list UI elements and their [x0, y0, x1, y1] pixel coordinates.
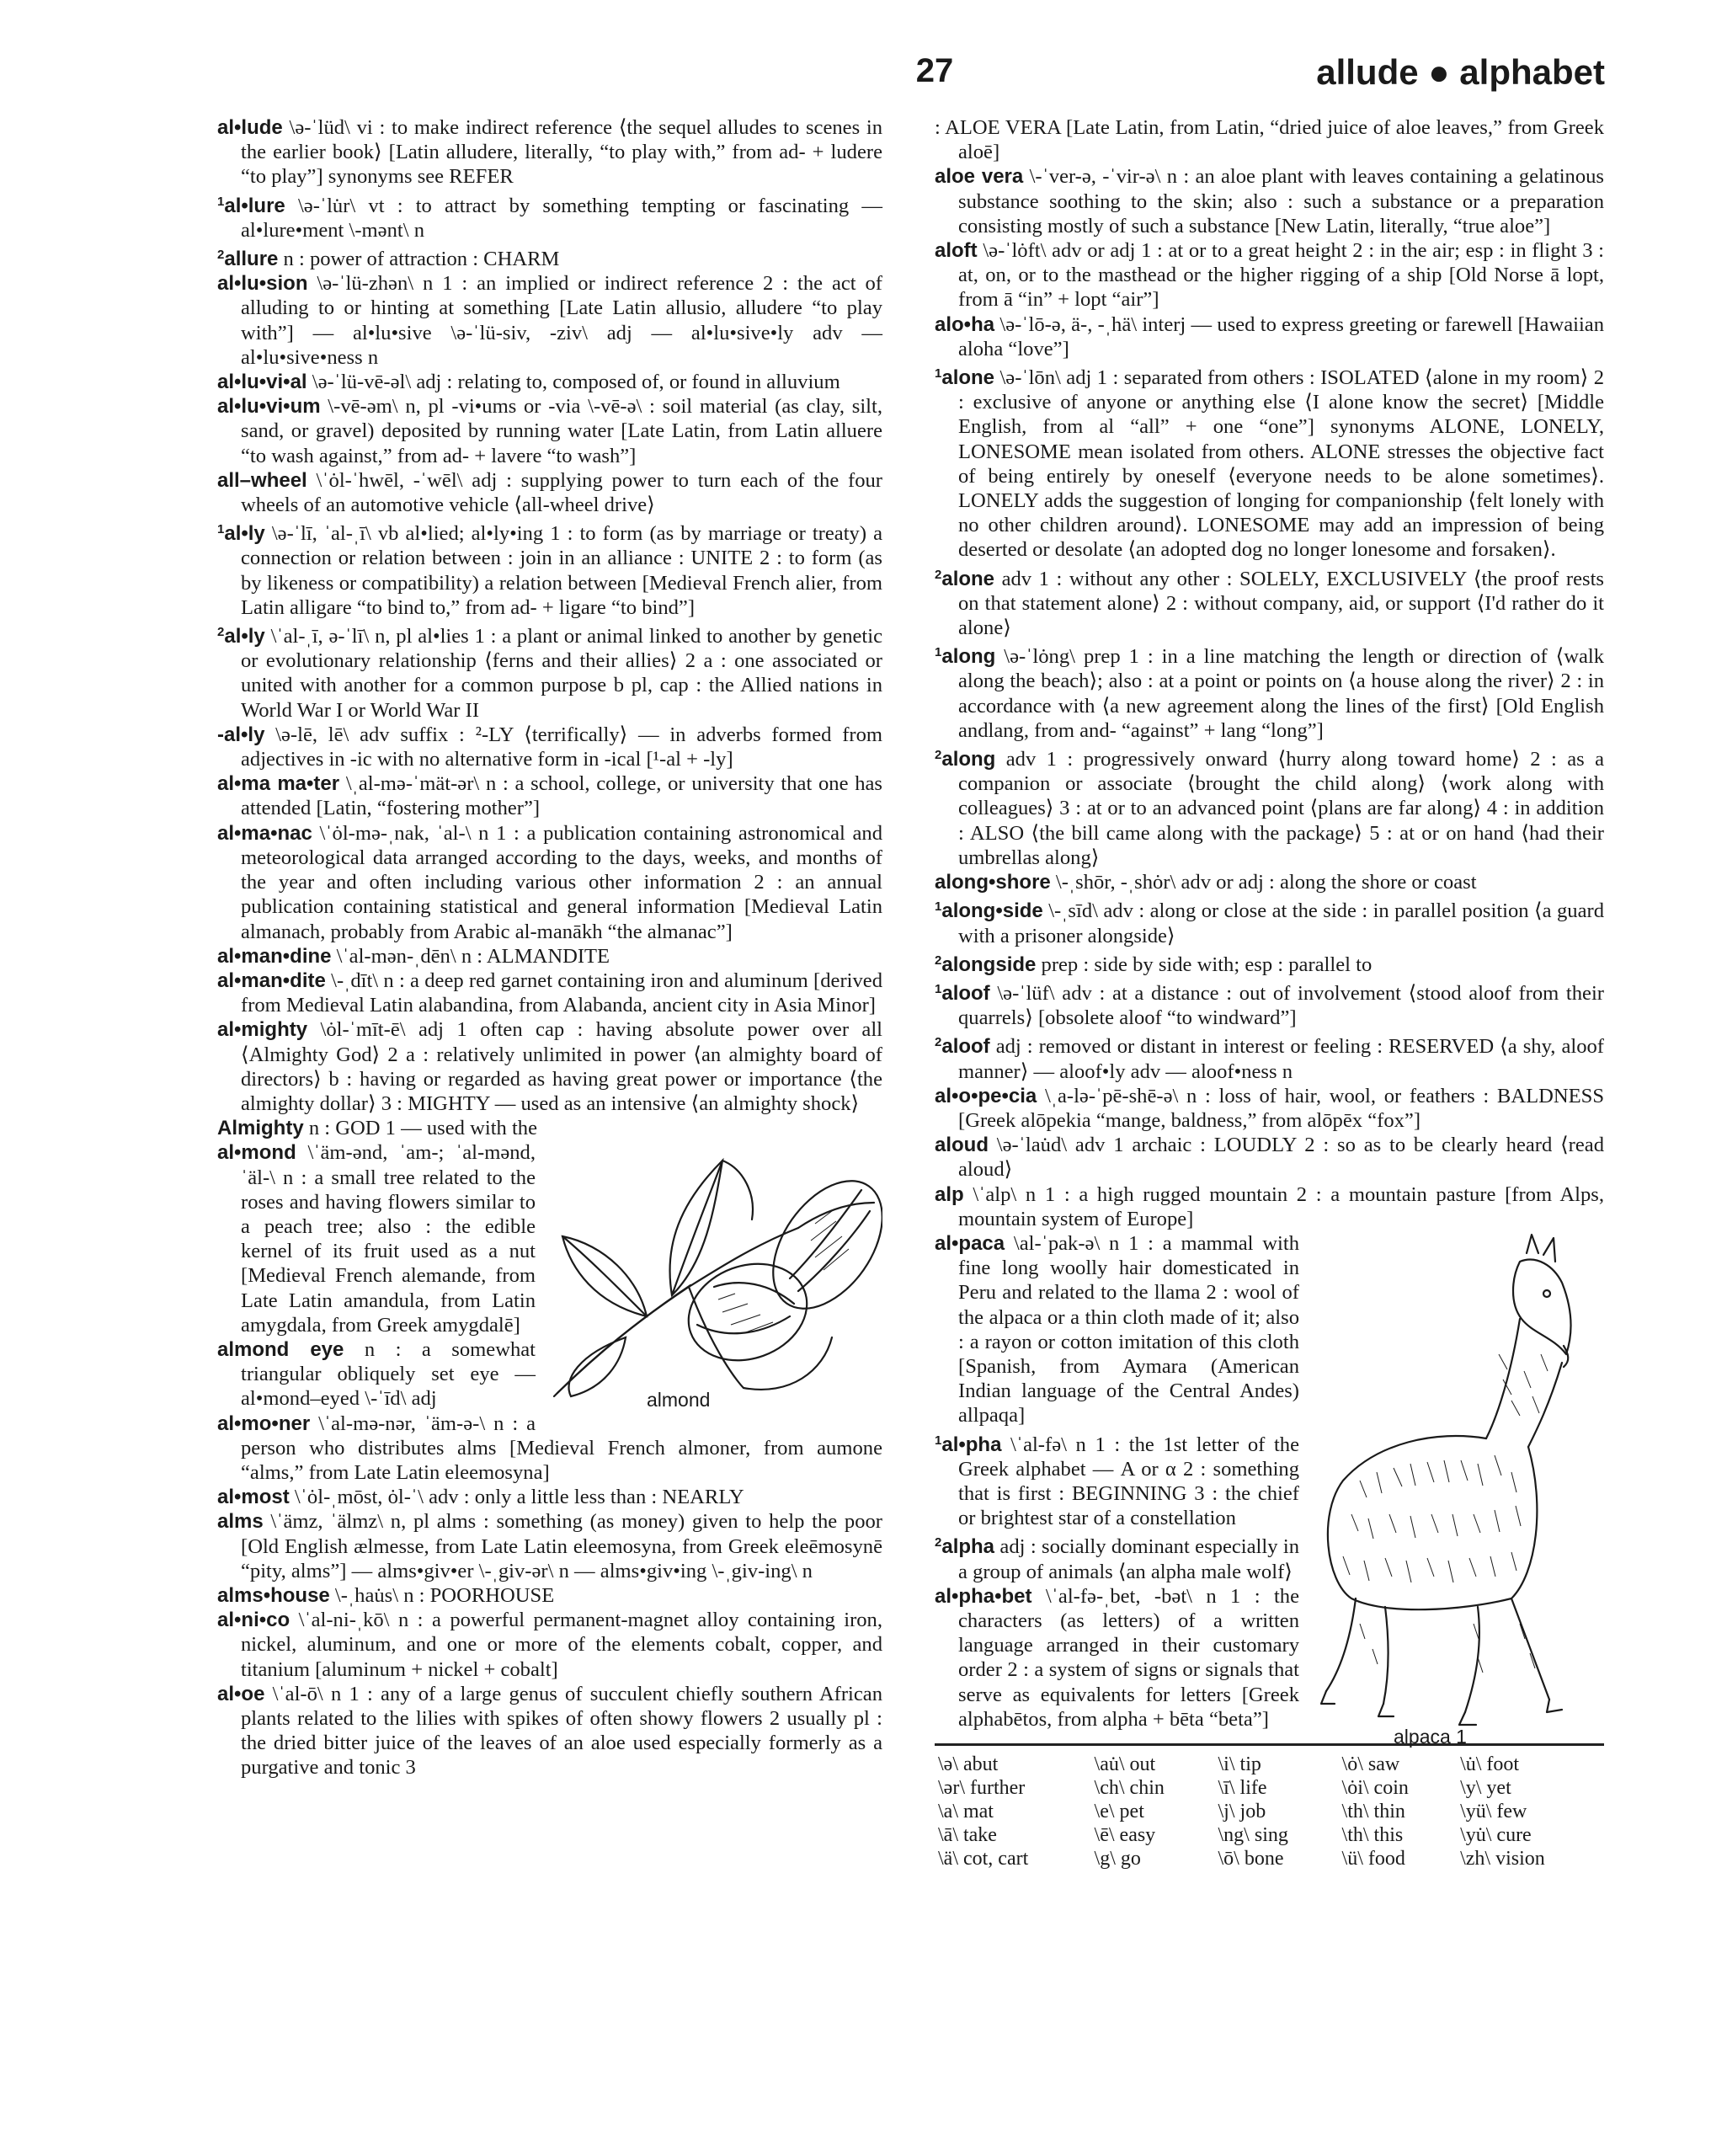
pronunciation-symbol: \g\ go: [1094, 1848, 1141, 1870]
homograph-number: 2: [935, 748, 942, 763]
alpaca-drawing: [1309, 1228, 1604, 1733]
headword: alms: [217, 1510, 264, 1534]
dictionary-entry: [217, 1017, 882, 1116]
pronunciation-row: [935, 1753, 1604, 1776]
definition-text: \ə-ˈlȯng\ prep 1 : in a line matching the length or direction of ⟨walk along the beach⟩; also : at a point or points on ⟨a house along the river⟩ 2 : in accordance with ⟨a new agreement along the lines of the first⟩ [Old English andlang, from and- “against” + lang “long”]: [958, 645, 1604, 742]
definition-text: \ə-ˈlü-vē-əl\ adj : relating to, composed of, or found in alluvium: [306, 371, 840, 394]
headword: aloof: [941, 981, 990, 1005]
headword: al•lude: [217, 116, 283, 139]
pronunciation-symbol: \ȯi\ coin: [1341, 1777, 1409, 1799]
definition-text: \ə-ˈlüf\ adv : at a distance : out of involvement ⟨stood aloof from their quarrels⟩ [obsolete aloof “to windward”]: [958, 981, 1604, 1030]
dictionary-entry: [217, 1116, 882, 1140]
pronunciation-symbol: \e\ pet: [1094, 1801, 1144, 1822]
headword: alone: [941, 567, 995, 590]
definition-text: \ə-ˈlau̇d\ adv 1 archaic : LOUDLY 2 : so as to be clearly heard ⟨read aloud⟩: [958, 1134, 1604, 1182]
definition-text: \ˈalp\ n 1 : a high rugged mountain 2 : a mountain pasture [from Alps, mountain system of Europe]: [958, 1182, 1604, 1230]
dictionary-entry: [935, 312, 1604, 361]
headword: al•lu•vi•um: [217, 395, 321, 419]
homograph-number: 2: [935, 567, 942, 582]
headword: aloud: [935, 1134, 989, 1157]
headword: al•paca: [935, 1231, 1005, 1255]
homograph-number: 1: [217, 522, 225, 537]
dictionary-entry: [217, 1412, 882, 1486]
dictionary-entry: [935, 238, 1604, 312]
headword: all–wheel: [217, 468, 307, 492]
pronunciation-symbol: \yü\ few: [1460, 1801, 1527, 1822]
definition-text: \ˈal-ˌī, ə-ˈlī\ n, pl al•lies 1 : a plant or animal linked to another by genetic or evolutionary relationship ⟨ferns and their allies⟩ 2 a : one associated or united with another for a common purpose b pl, cap : the Allied nations in World War I or World War II: [241, 625, 882, 722]
guide-words: allude ● alphabet: [1316, 52, 1605, 92]
headword: al•pha•bet: [935, 1584, 1032, 1608]
dictionary-entry: [217, 1583, 882, 1608]
headword: aloft: [935, 239, 978, 263]
homograph-number: 1: [217, 194, 225, 209]
pronunciation-symbol: \ī\ life: [1218, 1777, 1267, 1799]
dictionary-entry: [217, 370, 882, 394]
pronunciation-symbol: \th\ this: [1341, 1824, 1404, 1846]
pronunciation-symbol: \a\ mat: [938, 1801, 994, 1822]
pronunciation-row: [935, 1847, 1604, 1870]
almond-drawing: [546, 1144, 882, 1413]
headword: al•lu•sion: [217, 272, 308, 296]
almond-illustration: [546, 1144, 882, 1413]
pronunciation-row: [935, 1823, 1604, 1847]
definition-text: \ˌal-mə-ˈmät-ər\ n : a school, college, or university that one has attended [Latin, “fostering mother”]: [241, 772, 883, 820]
dictionary-entry: [935, 1030, 1604, 1083]
alpaca-illustration: [1309, 1228, 1604, 1748]
definition-text: \ə-lē, lē\ adv suffix : ²-LY ⟨terrifically⟩ — in adverbs formed from adjectives in -ic with no alternative form in -ical [¹-al + -ly]: [241, 723, 882, 771]
dictionary-entry: [217, 969, 882, 1017]
definition-text: \ˈäm-ənd, ˈam-; ˈal-mənd, ˈäl-\ n : a small tree related to the roses and having flowers similar to a peach tree; also : the edible kernel of its fruit used as a nut [Medieval French alemande, from Late Latin amandula, from Latin amygdala, from Greek amygdalē]: [241, 1141, 536, 1337]
dictionary-entry: [935, 164, 1604, 238]
definition-text: n : power of attraction : CHARM: [278, 248, 560, 271]
headword: al•ma ma•ter: [217, 772, 340, 796]
headword: al•oe: [217, 1682, 265, 1705]
definition-text: \ˈal-ō\ n 1 : any of a large genus of succulent chiefly southern African plants related to the lilies with spikes of often showy flowers 2 usually pl : the dried bitter juice of the leaves of an aloe used especially formerly as a purgative and tonic 3: [241, 1682, 882, 1780]
headword: alo•ha: [935, 312, 995, 336]
dictionary-entry: [935, 894, 1604, 947]
headword: al•ly: [224, 625, 265, 648]
dictionary-entry: [935, 870, 1604, 894]
dictionary-entry: [217, 517, 882, 620]
headword: al•mighty: [217, 1018, 308, 1042]
homograph-number: 2: [935, 1035, 942, 1050]
definition-text: \ˈal-mən-ˌdēn\ n : ALMANDITE: [331, 944, 610, 968]
dictionary-entry: [217, 468, 882, 517]
pronunciation-symbol: \ch\ chin: [1094, 1777, 1165, 1799]
almond-caption: almond: [647, 1389, 711, 1412]
dictionary-entry: [935, 1084, 1604, 1133]
dictionary-entry: [935, 115, 1604, 164]
definition-text: \ˈal-fə\ n 1 : the 1st letter of the Greek alphabet — Α or α 2 : something that is first : BEGINNING 3 : the chief or brightest star of a constellation: [958, 1433, 1299, 1530]
headword: along•side: [941, 899, 1043, 923]
definition-text: n : GOD 1 — used with the: [303, 1117, 538, 1140]
headword: aloof: [941, 1035, 990, 1059]
definition-text: \ˈal-fə-ˌbet, -bət\ n 1 : the characters (as letters) of a written language arranged in their customary order 2 : a system of signs or signals that serve as equivalents for letters [Greek alphabētos, from alpha + bēta “beta”]: [958, 1584, 1299, 1731]
dictionary-entry: [935, 361, 1604, 563]
homograph-number: 2: [217, 625, 225, 640]
homograph-number: 1: [935, 1433, 942, 1448]
dictionary-entry: [217, 620, 882, 723]
definition-text: \-vē-əm\ n, pl -vi•ums or -via \-vē-ə\ : soil material (as clay, silt, sand, or gravel) deposited by running water [Late Latin, from Latin alluere “to wash against,” from ad- + lavere “to wash”]: [241, 395, 882, 467]
homograph-number: 1: [935, 981, 942, 996]
dictionary-entry: [217, 115, 882, 189]
definition-text: : ALOE VERA [Late Latin, from Latin, “dried juice of aloe leaves,” from Greek aloē]: [935, 116, 1604, 164]
pronunciation-symbol: \yu̇\ cure: [1460, 1824, 1532, 1846]
dictionary-entry: [217, 723, 882, 771]
dictionary-entry: [217, 1509, 882, 1583]
definition-text: \ˌa-lə-ˈpē-shē-ə\ n : loss of hair, wool, or feathers : BALDNESS [Greek alōpekia “mange, baldness,” from alōpēx “fox”]: [958, 1084, 1604, 1132]
headword: al•ly: [224, 522, 265, 546]
definition-text: \ə-ˈlī, ˈal-ˌī\ vb al•lied; al•ly•ing 1 : to form (as by marriage or treaty) a connection or relation between : join in an alliance : UNITE 2 : to form (as by likeness or compatibility) a relation between [Medieval French alier, from Latin alligare “to bind to,” from ad- + ligare “to bind”]: [241, 522, 882, 619]
headword: al•mond: [217, 1141, 296, 1165]
headword: al•man•dine: [217, 944, 332, 968]
headword: al•pha: [941, 1433, 1002, 1456]
dictionary-entry: [217, 271, 882, 370]
headword: along: [941, 748, 996, 771]
definition-text: prep : side by side with; esp : parallel to: [1036, 953, 1373, 976]
homograph-number: 2: [935, 1535, 942, 1550]
homograph-number: 1: [935, 366, 942, 382]
definition-text: adv 1 : progressively onward ⟨hurry along toward home⟩ 2 : as a companion or associate ⟨brought the child along⟩ ⟨work along with colleagues⟩ 3 : at or to an advanced point ⟨plans are far along⟩ 4 : in addition : ALSO ⟨the bill came along with the package⟩ 5 : at or on hand ⟨had their umbrellas along⟩: [958, 748, 1604, 869]
definition-text: \ˈal-mə-nər, ˈäm-ə-\ n : a person who distributes alms [Medieval French almoner, from aumone “alms,” from Late Latin eleemosyna]: [241, 1412, 882, 1484]
page-number: 27: [915, 52, 954, 89]
pronunciation-symbol: \au̇\ out: [1094, 1753, 1156, 1775]
pronunciation-symbol: \th\ thin: [1341, 1801, 1405, 1822]
headword: almond eye: [217, 1337, 344, 1361]
definition-text: \ə-ˈlü-zhən\ n 1 : an implied or indirect reference 2 : the act of alluding to or hinting at something [Late Latin allusio, alludere “to play with”] — al•lu•sive \ə-ˈlü-siv, -ziv\ adj — al•lu•sive•ly adv — al•lu•sive•ness n: [241, 272, 882, 369]
headword: alongside: [941, 953, 1037, 976]
dictionary-entry: [935, 1133, 1604, 1182]
dictionary-entry: [935, 977, 1604, 1030]
dictionary-entry: [217, 1608, 882, 1682]
pronunciation-symbol: \j\ job: [1218, 1801, 1266, 1822]
homograph-number: 1: [935, 899, 942, 915]
headword: aloe vera: [935, 165, 1024, 189]
definition-text: \ə-ˈlō-ə, ä-, -ˌhä\ interj — used to express greeting or farewell [Hawaiian aloha “love”]: [958, 312, 1604, 360]
dictionary-entry: [217, 243, 882, 271]
definition-text: \ȯl-ˈmīt-ē\ adj 1 often cap : having absolute power over all ⟨Almighty God⟩ 2 a : relatively unlimited in power ⟨an almighty board of directors⟩ b : having or regarded as having great power or importance ⟨the almighty dollar⟩ 3 : MIGHTY — used as an intensive ⟨an almighty shock⟩: [241, 1018, 882, 1115]
dictionary-entry: [217, 821, 882, 944]
right-column: [935, 115, 1604, 1870]
dictionary-entry: [217, 944, 882, 969]
headword: -al•ly: [217, 723, 265, 746]
headword: Almighty: [217, 1117, 304, 1140]
left-column: [217, 115, 882, 1780]
pronunciation-key: [935, 1743, 1604, 1870]
pronunciation-symbol: \ȯ\ saw: [1341, 1753, 1400, 1775]
definition-text: adv 1 : without any other : SOLELY, EXCLUSIVELY ⟨the proof rests on that statement alone⟩ 2 : without company, aid, or support ⟨I'd rather do it alone⟩: [958, 567, 1604, 640]
headword: alp: [935, 1182, 964, 1206]
pronunciation-key-rule: [935, 1743, 1604, 1746]
headword: alms•house: [217, 1583, 330, 1607]
definition-text: \-ˈver-ə, -ˈvir-ə\ n : an aloe plant with leaves containing a gelatinous substance soothing to the skin; also : such a substance or a preparation consisting mostly of such a substance [New Latin, literally, “true aloe”]: [958, 165, 1605, 237]
headword: al•man•dite: [217, 969, 326, 992]
definition-text: \ˈȯl-mə-ˌnak, ˈal-\ n 1 : a publication containing astronomical and meteorological data arranged according to the days, weeks, and months of the year and often including various other information 2 : an annual publication containing statistical and general information [Medieval Latin almanach, probably from Arabic al-manākh “the almanac”]: [241, 821, 882, 943]
dictionary-entry: [935, 640, 1604, 743]
pronunciation-symbol: \ē\ easy: [1094, 1824, 1156, 1846]
dictionary-entry: [935, 948, 1604, 977]
pronunciation-symbol: \ng\ sing: [1218, 1824, 1288, 1846]
headword: al•mo•ner: [217, 1412, 311, 1435]
pronunciation-row: [935, 1776, 1604, 1800]
pronunciation-symbol: \ər\ further: [938, 1777, 1026, 1799]
homograph-number: 1: [935, 645, 942, 660]
definition-text: \ˈämz, ˈälmz\ n, pl alms : something (as money) given to help the poor [Old English ælmesse, from Late Latin eleemosyna, from Greek eleēmosynē “pity, alms”] — alms•giv•er \-ˌgiv-ər\ n — alms•giv•ing \-ˌgiv-ing\ n: [241, 1510, 882, 1582]
definition-text: \ə-ˈlüd\ vi : to make indirect reference ⟨the sequel alludes to scenes in the earlier book⟩ [Latin alludere, literally, “to play with,” from ad- + ludere “to play”] synonyms see REFER: [241, 116, 882, 189]
definition-text: \ˈȯl-ˈhwēl, -ˈwēl\ adj : supplying power to turn each of the four wheels of an automotive vehicle ⟨all-wheel drive⟩: [241, 468, 882, 517]
headword: al•lu•vi•al: [217, 371, 307, 394]
definition-text: n : a somewhat triangular obliquely set eye — al•mond–eyed \-ˈīd\ adj: [241, 1337, 536, 1411]
headword: al•lure: [224, 194, 285, 217]
alpaca-caption: alpaca 1: [1394, 1725, 1467, 1748]
headword: al•o•pe•cia: [935, 1084, 1037, 1107]
dictionary-entry: [935, 743, 1604, 870]
definition-text: \ə-ˈlȯft\ adv or adj 1 : at or to a great height 2 : in the air; esp : in flight 3 : at, on, or to the masthead or the higher rigging of a ship [Old Norse ā lopt, from ā “in” + lopt “air”]: [958, 239, 1604, 312]
definition-text: \-ˌsīd\ adv : along or close at the side : in parallel position ⟨a guard with a prisoner alongside⟩: [958, 899, 1604, 947]
definition-text: \-ˌdīt\ n : a deep red garnet containing iron and aluminum [derived from Medieval Latin alabandina, from Alabanda, ancient city in Asia Minor]: [241, 969, 882, 1017]
headword: alpha: [941, 1535, 995, 1559]
definition-text: \al-ˈpak-ə\ n 1 : a mammal with fine long woolly hair domesticated in Peru and related to the llama 2 : wool of the alpaca or a thin cloth made of it; also : a rayon or cotton imitation of this cloth [Spanish, from Aymara (American Indian language of the Central Andes) allpaqa]: [958, 1231, 1299, 1428]
headword: al•most: [217, 1486, 290, 1509]
pronunciation-symbol: \ō\ bone: [1218, 1848, 1284, 1870]
definition-text: \ə-ˈlōn\ adj 1 : separated from others : ISOLATED ⟨alone in my room⟩ 2 : exclusive of anyone or anything else ⟨I alone know the secret⟩ [Middle English, from al “all” + one “one”] synonyms ALONE, LONELY, LONESOME mean isolated from others. ALONE stresses the objective fact of being entirely by oneself ⟨everyone needs to be alone sometimes⟩. LONELY adds the suggestion of longing for companionship ⟨felt lonely with no other children around⟩. LONESOME may add an impression of being deserted or desolate ⟨an adopted dog no longer lonesome and forsaken⟩.: [958, 366, 1604, 562]
pronunciation-symbol: \ā\ take: [938, 1824, 997, 1846]
dictionary-entry: [217, 1485, 882, 1509]
pronunciation-symbol: \ü\ food: [1341, 1848, 1405, 1870]
pronunciation-symbol: \zh\ vision: [1460, 1848, 1545, 1870]
headword: al•ma•nac: [217, 821, 312, 845]
dictionary-entry: [935, 563, 1604, 641]
headword: allure: [224, 248, 279, 271]
definition-text: adj : socially dominant especially in a group of animals ⟨an alpha male wolf⟩: [958, 1535, 1299, 1583]
pronunciation-symbol: \i\ tip: [1218, 1753, 1261, 1775]
definition-text: adj : removed or distant in interest or feeling : RESERVED ⟨a shy, aloof manner⟩ — aloof•ly adv — aloof•ness n: [958, 1035, 1604, 1083]
dictionary-entry: [217, 1682, 882, 1780]
dictionary-entry: [217, 771, 882, 820]
definition-text: \ə-ˈlu̇r\ vt : to attract by something tempting or fascinating — al•lure•ment \-mənt\ n: [241, 194, 882, 242]
dictionary-entry: [217, 189, 882, 243]
headword: alone: [941, 366, 995, 390]
definition-text: \-ˌhau̇s\ n : POORHOUSE: [329, 1583, 555, 1607]
pronunciation-row: [935, 1800, 1604, 1823]
pronunciation-key-table: [935, 1753, 1604, 1870]
definition-text: \ˈal-ni-ˌkō\ n : a powerful permanent-magnet alloy containing iron, nickel, aluminum, and one or more of the elements cobalt, copper, and titanium [aluminum + nickel + cobalt]: [241, 1609, 882, 1681]
pronunciation-symbol: \u̇\ foot: [1460, 1753, 1520, 1775]
definition-text: \ˈȯl-ˌmōst, ȯl-ˈ\ adv : only a little less than : NEARLY: [289, 1486, 744, 1509]
headword: along: [941, 645, 996, 669]
pronunciation-symbol: \ä\ cot, cart: [938, 1848, 1029, 1870]
homograph-number: 2: [935, 953, 942, 968]
dictionary-entry: [217, 394, 882, 468]
pronunciation-symbol: \ə\ abut: [938, 1753, 999, 1775]
headword: al•ni•co: [217, 1609, 290, 1632]
definition-text: \-ˌshōr, -ˌshȯr\ adv or adj : along the shore or coast: [1050, 871, 1477, 894]
headword: along•shore: [935, 871, 1051, 894]
pronunciation-symbol: \y\ yet: [1460, 1777, 1511, 1799]
dictionary-entry: [935, 1182, 1604, 1231]
homograph-number: 2: [217, 248, 225, 263]
